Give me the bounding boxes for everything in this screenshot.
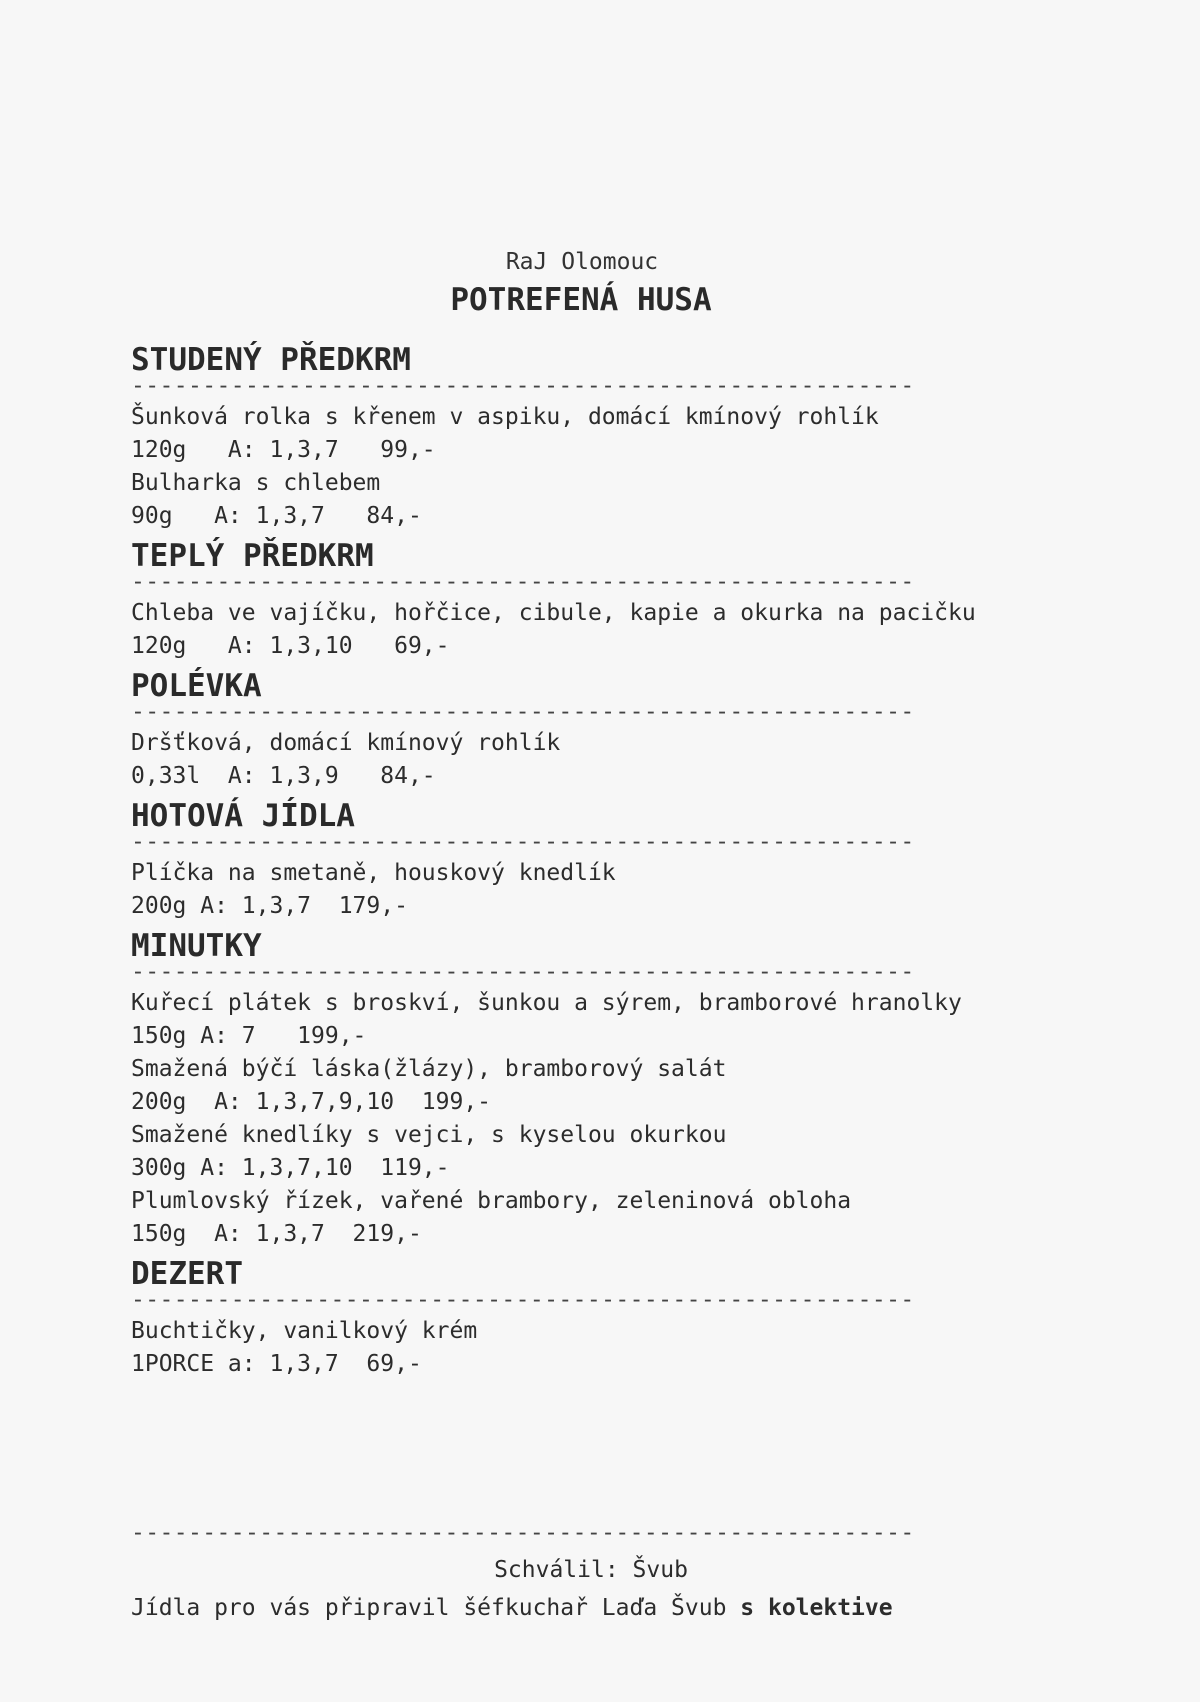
approved-by: Schválil: Švub xyxy=(494,1557,688,1583)
section-title: HOTOVÁ JÍDLA xyxy=(131,798,355,834)
venue-name: RaJ Olomouc xyxy=(505,249,659,275)
divider: ------------------------------------------------------- xyxy=(131,963,915,985)
menu-item-line: 200g A: 1,3,7 179,- xyxy=(131,893,408,919)
menu-item-line: Smažená býčí láska(žlázy), bramborový salát xyxy=(131,1056,727,1082)
divider: ------------------------------------------------------- xyxy=(131,1291,915,1313)
section-title: DEZERT xyxy=(131,1256,243,1292)
menu-item-line: Plumlovský řízek, vařené brambory, zeleninová obloha xyxy=(131,1188,852,1214)
section-title: POLÉVKA xyxy=(131,668,262,704)
menu-item-line: Plíčka na smetaně, houskový knedlík xyxy=(131,860,616,886)
menu-item-line: 300g A: 1,3,7,10 119,- xyxy=(131,1155,450,1181)
restaurant-title: POTREFENÁ HUSA xyxy=(450,282,712,318)
chef-credit-text: Jídla pro vás připravil šéfkuchař Laďa Švub xyxy=(131,1595,741,1621)
menu-item-line: 90g A: 1,3,7 84,- xyxy=(131,503,422,529)
menu-item-line: 200g A: 1,3,7,9,10 199,- xyxy=(131,1089,492,1115)
section-title: STUDENÝ PŘEDKRM xyxy=(131,342,411,378)
menu-item-line: Dršťková, domácí kmínový rohlík xyxy=(131,730,561,756)
section-title: MINUTKY xyxy=(131,928,262,964)
menu-section xyxy=(131,539,1031,663)
menu-page xyxy=(131,245,1031,1381)
menu-footer xyxy=(131,1524,1031,1628)
menu-section xyxy=(131,669,1031,793)
menu-item-line: 0,33l A: 1,3,9 84,- xyxy=(131,763,436,789)
chef-credit-suffix: s kolektive xyxy=(740,1595,893,1621)
menu-item-line: Bulharka s chlebem xyxy=(131,470,381,496)
divider: ------------------------------------------------------- xyxy=(131,703,915,725)
menu-sections xyxy=(131,343,1031,1381)
menu-item-line: Šunková rolka s křenem v aspiku, domácí kmínový rohlík xyxy=(131,404,879,430)
menu-item-line: 150g A: 1,3,7 219,- xyxy=(131,1221,422,1247)
section-title: TEPLÝ PŘEDKRM xyxy=(131,538,374,574)
menu-item-line: Smažené knedlíky s vejci, s kyselou okurkou xyxy=(131,1122,727,1148)
menu-item-line: 120g A: 1,3,7 99,- xyxy=(131,437,436,463)
menu-item-line: Buchtičky, vanilkový krém xyxy=(131,1318,478,1344)
menu-item-line: Chleba ve vajíčku, hořčice, cibule, kapie a okurka na pacičku xyxy=(131,600,976,626)
menu-section xyxy=(131,799,1031,923)
menu-item-line: 120g A: 1,3,10 69,- xyxy=(131,633,450,659)
menu-item-line: 150g A: 7 199,- xyxy=(131,1023,367,1049)
divider: ------------------------------------------------------- xyxy=(131,833,915,855)
menu-section xyxy=(131,929,1031,1251)
menu-section xyxy=(131,343,1031,533)
divider: ------------------------------------------------------- xyxy=(131,573,915,595)
menu-item-line: Kuřecí plátek s broskví, šunkou a sýrem, bramborové hranolky xyxy=(131,990,962,1016)
divider: ------------------------------------------------------- xyxy=(131,377,915,399)
divider: ------------------------------------------------------- xyxy=(131,1524,915,1546)
menu-section xyxy=(131,1257,1031,1381)
chef-credit xyxy=(131,1588,1031,1628)
menu-item-line: 1PORCE a: 1,3,7 69,- xyxy=(131,1351,422,1377)
